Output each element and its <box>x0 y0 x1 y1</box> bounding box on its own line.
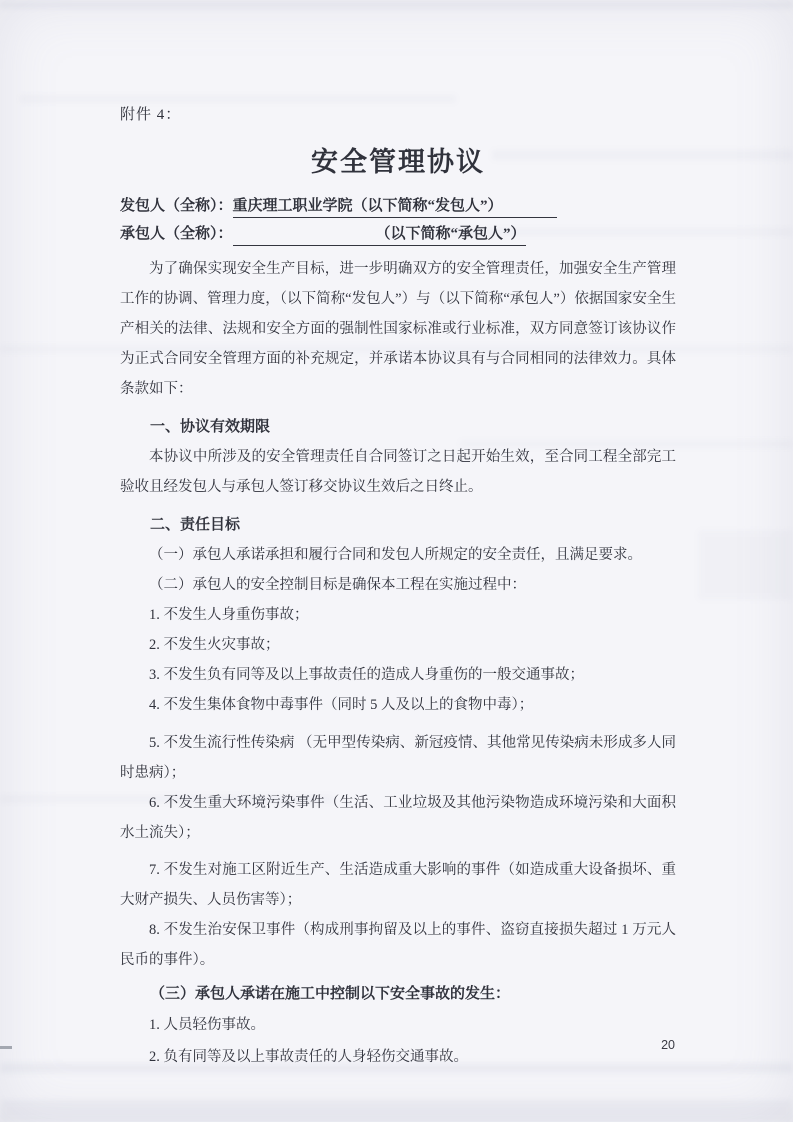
goal-item: 5. 不发生流行性传染病 （无甲型传染病、新冠疫情、其他常见传染病未形成多人同时患病）； <box>120 735 676 781</box>
section-2-item-2: （二）承包人的安全控制目标是确保本工程在实施过程中： <box>149 577 526 593</box>
goal-item: 2. 不发生火灾事故； <box>149 637 280 653</box>
scan-edge-mark <box>0 1046 12 1049</box>
section-2-heading: 二、责任目标 <box>150 517 241 533</box>
goal-item: 3. 不发生负有同等及以上事故责任的造成人身重伤的一般交通事故； <box>149 667 584 683</box>
employer-blank-underline <box>503 196 557 218</box>
section-1-heading: 一、协议有效期限 <box>150 419 271 435</box>
document-title: 安全管理协议 <box>311 147 485 177</box>
scan-smudge <box>0 1100 793 1122</box>
accident-item: 2. 负有同等及以上事故责任的人身轻伤交通事故。 <box>149 1049 468 1065</box>
scan-smudge <box>698 530 793 600</box>
page-number: 20 <box>661 1038 675 1052</box>
section-1-body: 本协议中所涉及的安全管理责任自合同签订之日起开始生效，至合同工程全部完工验收且经发包人与承包人签订移交协议生效后之日终止。 <box>120 449 676 495</box>
employer-value-underlined: 重庆理工职业学院（以下简称“发包人”） <box>233 196 503 218</box>
contractor-line <box>120 220 676 248</box>
goal-item: 1. 不发生人身重伤事故； <box>149 607 309 623</box>
goal-item: 4. 不发生集体食物中毒事件（同时 5 人及以上的食物中毒）； <box>149 697 534 713</box>
goal-item: 8. 不发生治安保卫事件（构成刑事拘留及以上的事件、盗窃直接损失超过 1 万元人民币的事件）。 <box>120 922 676 968</box>
employer-label: 发包人（全称）： <box>120 198 233 214</box>
section-2-item-1: （一）承包人承诺承担和履行合同和发包人所规定的安全责任，且满足要求。 <box>149 547 642 563</box>
parties-block <box>120 192 676 248</box>
goal-item: 7. 不发生对施工区附近生产、生活造成重大影响的事件（如造成重大设备损坏、重大财产损失、人员伤害等）； <box>120 862 676 908</box>
controlled-accidents-list <box>120 1009 676 1073</box>
safety-goals-list <box>120 600 676 975</box>
goal-item: 6. 不发生重大环境污染事件（生活、工业垃圾及其他污染物造成环境污染和大面积水土流失）； <box>120 795 676 841</box>
scan-smudge <box>0 2 793 8</box>
accident-item: 1. 人员轻伤事故。 <box>149 1017 265 1033</box>
contractor-blank-underline <box>233 224 376 246</box>
intro-paragraph: 为了确保实现安全生产目标，进一步明确双方的安全管理责任，加强安全生产管理工作的协调、管理力度，（以下简称“发包人”）与（以下简称“承包人”）依据国家安全生产相关的法律、法规和安全方面的强制性国家标准或行业标准，双方同意签订该协议作为正式合同安全管理方面的补充规定，并承诺本协议具有与合同相同的法律效力。具体条款如下： <box>120 261 676 397</box>
attachment-label: 附件 4： <box>120 107 182 123</box>
contractor-value-underlined: （以下简称“承包人”） <box>376 224 526 246</box>
section-2-item-3: （三）承包人承诺在施工中控制以下安全事故的发生： <box>150 986 511 1002</box>
document-content <box>120 100 676 1073</box>
employer-line <box>120 192 676 220</box>
contractor-label: 承包人（全称）： <box>120 226 233 242</box>
